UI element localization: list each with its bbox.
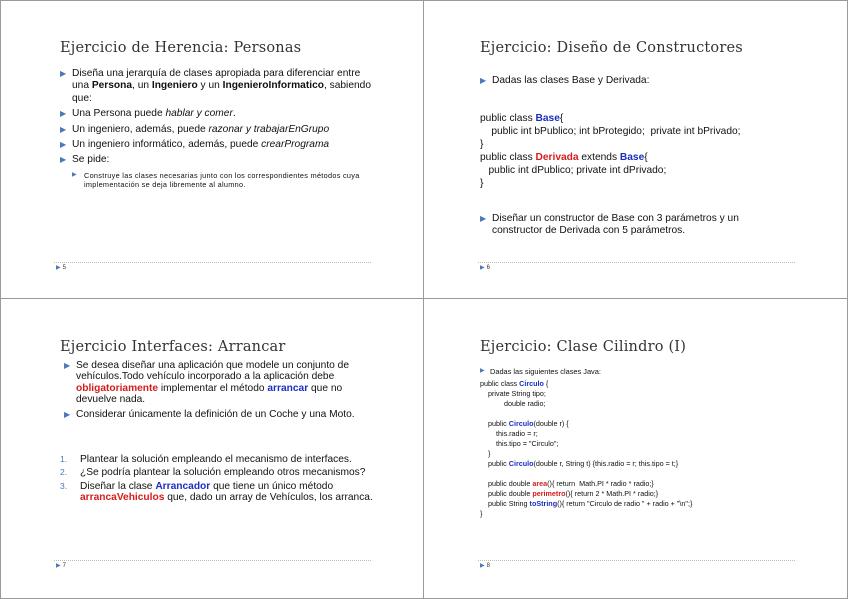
bullet-triangle-icon: ▶ xyxy=(60,140,67,150)
slide-title: Ejercicio Interfaces: Arrancar xyxy=(60,339,286,355)
numbered-item: 1. Plantear la solución empleando el mecanismo de interfaces. xyxy=(60,454,352,465)
code-line: double radio; xyxy=(480,399,546,408)
numbered-item: 3. Diseñar la clase Arrancador que tiene un único método arrancaVehiculos que, dado un array de Vehículos, los arranca. xyxy=(60,480,373,504)
code-line: public double area(){ return Math.PI * radio * radio;} xyxy=(480,479,654,488)
page-number: ▶ 5 xyxy=(56,265,66,271)
code-line: private String tipo; xyxy=(480,389,546,398)
code-line: public Circulo(double r) { xyxy=(480,419,569,428)
bullet-item: ▶ Se pide: ▶ Construye las clases necesarias junto con los correspondientes métodos cuya implementación se deja libremente al alumno. xyxy=(60,154,375,189)
code-line: this.radio = r; xyxy=(480,429,538,438)
bullet-item: ▶ Una Persona puede hablar y comer. xyxy=(60,108,236,120)
page-number: ▶ 6 xyxy=(480,265,490,271)
bullet-list xyxy=(480,213,790,241)
bullet-triangle-icon: ▶ xyxy=(480,368,485,374)
code-line: } xyxy=(480,449,491,458)
bullet-item: ▶ Considerar únicamente la definición de un Coche y una Moto. xyxy=(64,408,355,420)
bullet-list xyxy=(480,75,800,90)
bullet-triangle-icon: ▶ xyxy=(480,76,487,85)
sub-bullet-list xyxy=(72,171,375,190)
code-line: } xyxy=(480,139,484,150)
bullet-triangle-icon: ▶ xyxy=(60,124,67,134)
numbered-list xyxy=(60,454,374,506)
page-triangle-icon: ▶ xyxy=(480,563,485,569)
bullet-item: ▶ Diseña una jerarquía de clases apropiada para diferenciar entre una Persona, un Ingeniero y un IngenieroInformatico, sabiendo que: xyxy=(60,68,371,104)
code-block xyxy=(480,112,741,190)
bullet-item: ▶ Se desea diseñar una aplicación que modele un conjunto de vehículos.Todo vehículo incorporado a la aplicación debe obligatoriamente implementar el método arrancar que no devuelve nada. xyxy=(64,360,349,406)
footer-rule xyxy=(54,262,371,263)
code-line: } xyxy=(480,178,484,189)
code-line: public class Circulo { xyxy=(480,379,549,388)
code-line: public int bPublico; int bProtegido; private int bPrivado; xyxy=(480,126,741,137)
footer-rule xyxy=(478,262,795,263)
code-line: public Circulo(double r, String t) {this.radio = r; this.tipo = t;} xyxy=(480,459,679,468)
bullet-list xyxy=(64,360,374,423)
code-line: public String toString(){ return "Circulo de radio " + radio + "\n";} xyxy=(480,499,693,508)
page-number: ▶ 8 xyxy=(480,563,490,569)
code-line xyxy=(480,409,692,419)
bullet-item: ▶ Dadas las clases Base y Derivada: xyxy=(480,75,650,86)
slide-cilindro[interactable] xyxy=(424,299,847,597)
bullet-list xyxy=(60,68,375,193)
code-line: public double perimetro(){ return 2 * Math.PI * radio;} xyxy=(480,489,659,498)
sub-bullet-item: ▶ Construye las clases necesarias junto con los correspondientes métodos cuya implementación se deja libremente al alumno. xyxy=(72,170,360,190)
bullet-triangle-icon: ▶ xyxy=(480,214,487,223)
page-number: ▶ 7 xyxy=(56,563,66,569)
code-line: } xyxy=(480,509,483,518)
bullet-triangle-icon: ▶ xyxy=(72,171,77,178)
page-triangle-icon: ▶ xyxy=(480,265,485,271)
page-triangle-icon: ▶ xyxy=(56,265,61,271)
code-line: this.tipo = "Circulo"; xyxy=(480,439,559,448)
code-line: public class Base{ xyxy=(480,113,564,124)
slide-title: Ejercicio: Diseño de Constructores xyxy=(480,40,743,56)
footer-rule xyxy=(54,560,371,561)
bullet-item: ▶ Dadas las siguientes clases Java: xyxy=(480,367,601,376)
slide-title: Ejercicio de Herencia: Personas xyxy=(60,40,302,56)
slide-constructores[interactable] xyxy=(424,0,847,298)
bullet-triangle-icon: ▶ xyxy=(60,155,67,165)
code-line xyxy=(480,469,692,479)
numbered-item: 2. ¿Se podría plantear la solución empleando otros mecanismos? xyxy=(60,467,366,479)
code-line: public class Derivada extends Base{ xyxy=(480,152,648,163)
slide-interfaces[interactable] xyxy=(0,299,423,597)
page-triangle-icon: ▶ xyxy=(56,563,61,569)
bullet-triangle-icon: ▶ xyxy=(64,409,71,419)
bullet-triangle-icon: ▶ xyxy=(64,361,71,370)
slide-herencia[interactable] xyxy=(0,0,423,298)
bullet-triangle-icon: ▶ xyxy=(60,69,67,78)
bullet-triangle-icon: ▶ xyxy=(60,109,67,119)
footer-rule xyxy=(478,560,795,561)
slide-title: Ejercicio: Clase Cilindro (I) xyxy=(480,339,687,355)
code-line: public int dPublico; private int dPrivado; xyxy=(480,165,667,176)
bullet-item: ▶ Diseñar un constructor de Base con 3 parámetros y un constructor de Derivada con 5 parámetros. xyxy=(480,213,739,237)
bullet-list xyxy=(480,367,800,379)
code-block xyxy=(480,379,692,519)
bullet-item: ▶ Un ingeniero, además, puede razonar y trabajarEnGrupo xyxy=(60,123,330,135)
bullet-item: ▶ Un ingeniero informático, además, puede crearPrograma xyxy=(60,139,330,151)
